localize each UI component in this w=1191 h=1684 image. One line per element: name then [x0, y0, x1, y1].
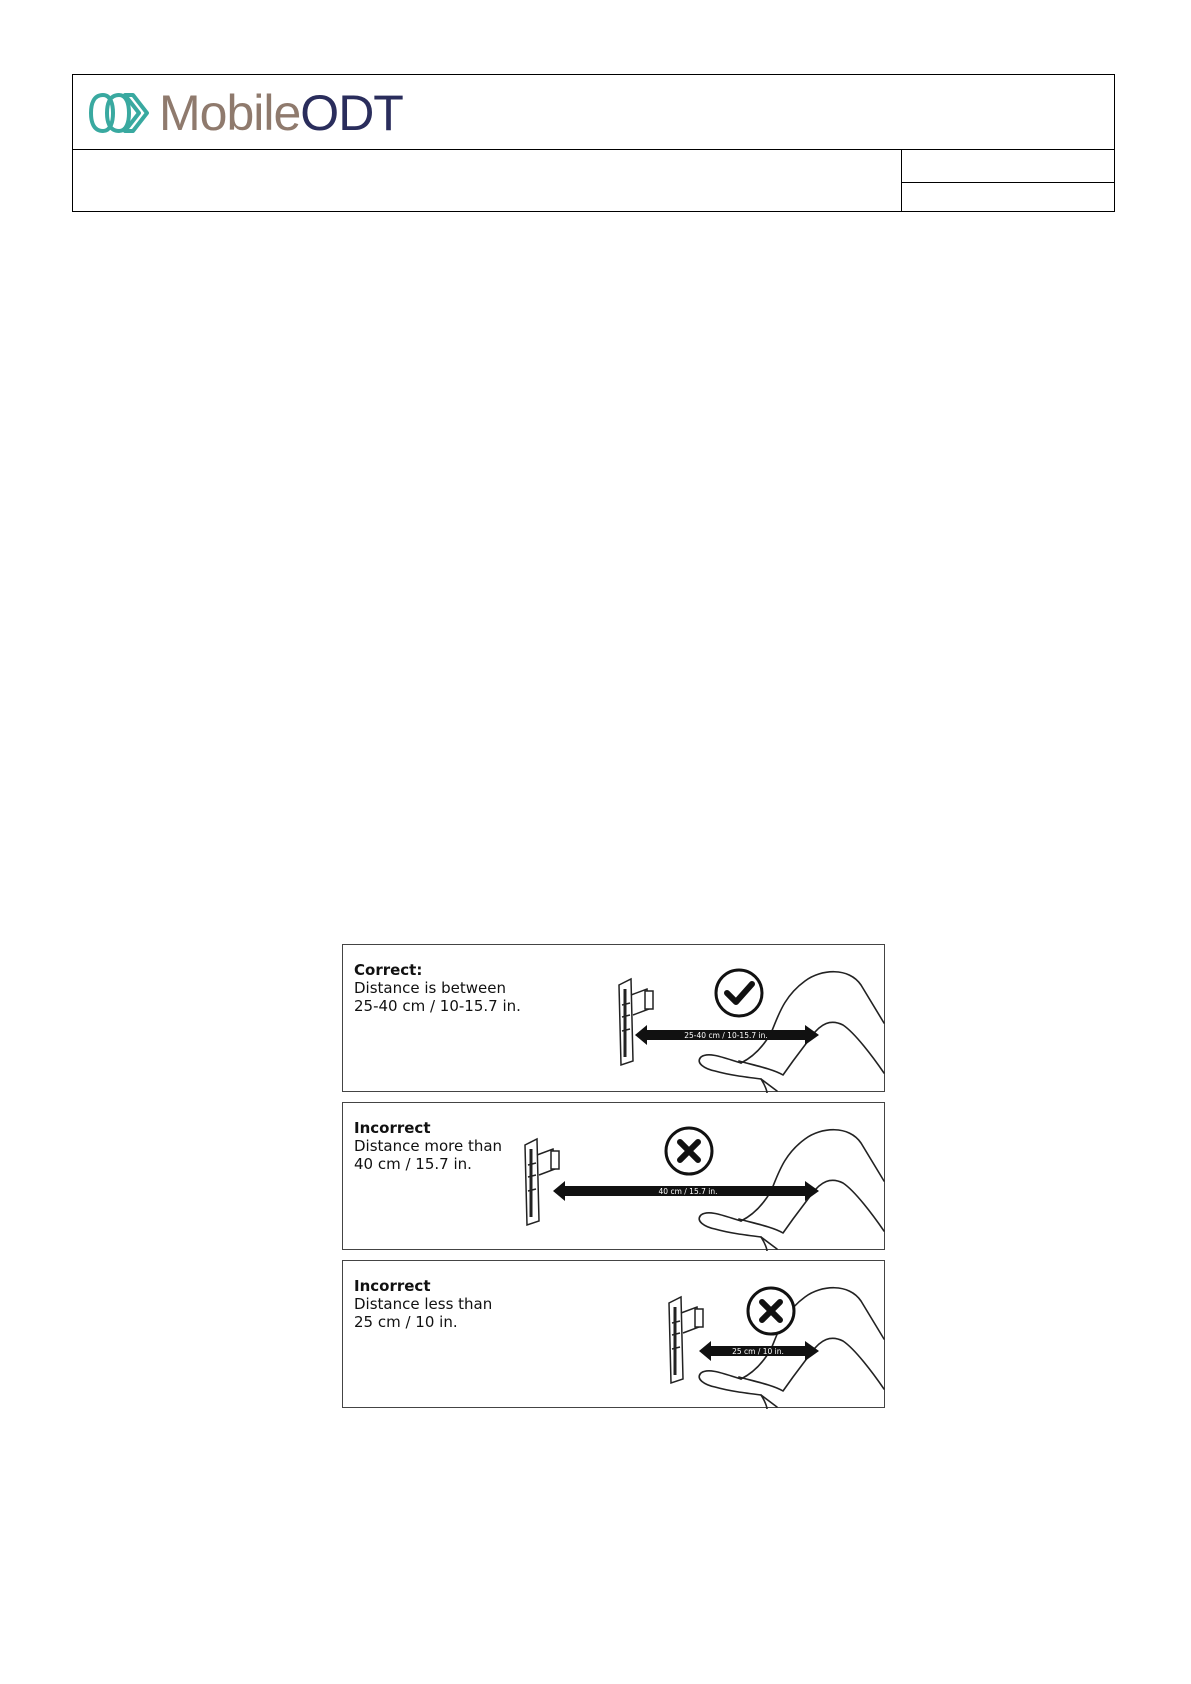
header-title-cell: [73, 150, 902, 211]
header-meta-cell: [902, 150, 1114, 183]
distance-arrow: [699, 1341, 819, 1361]
distance-panel-too-far: [342, 1102, 885, 1250]
panel-caption-line-1: Distance more than: [354, 1137, 503, 1155]
x-mark-icon: [666, 1128, 712, 1174]
panel-caption-line-2: 25 cm / 10 in.: [354, 1313, 458, 1331]
logo-wordmark: [159, 85, 403, 141]
checkmark-icon: [716, 970, 762, 1016]
panel-caption-line-2: 40 cm / 15.7 in.: [354, 1155, 472, 1173]
panel-caption: [354, 1277, 492, 1331]
colposcope-device-icon: [525, 1139, 559, 1225]
distance-arrow: [635, 1025, 819, 1045]
colposcope-device-icon: [619, 979, 653, 1065]
panel-heading: Correct:: [354, 961, 423, 979]
logo-row: [73, 75, 1114, 150]
logo-wordmark-mobile: Mobile: [159, 85, 301, 141]
panel-caption: [354, 1119, 502, 1173]
panel-caption-line-2: 25-40 cm / 10-15.7 in.: [354, 997, 521, 1015]
distance-arrow-label: 25-40 cm / 10-15.7 in.: [684, 1031, 768, 1040]
x-mark-icon: [748, 1288, 794, 1334]
panel-caption-line-1: Distance is between: [354, 979, 506, 997]
colposcope-device-icon: [669, 1297, 703, 1383]
distance-arrow-label: 25 cm / 10 in.: [732, 1347, 784, 1356]
distance-arrow-label: 40 cm / 15.7 in.: [658, 1187, 718, 1196]
distance-panel-too-close: [342, 1260, 885, 1408]
logo-wordmark-odt: ODT: [300, 85, 403, 141]
panel-heading: Incorrect: [354, 1119, 431, 1137]
panel-caption-line-1: Distance less than: [354, 1295, 493, 1313]
distance-arrow: [553, 1181, 819, 1201]
distance-panel-correct: [342, 944, 885, 1092]
document-header: [72, 74, 1115, 212]
panel-heading: Incorrect: [354, 1277, 431, 1295]
panel-caption: [354, 961, 521, 1015]
mobileodt-logo-icon: [89, 91, 159, 135]
